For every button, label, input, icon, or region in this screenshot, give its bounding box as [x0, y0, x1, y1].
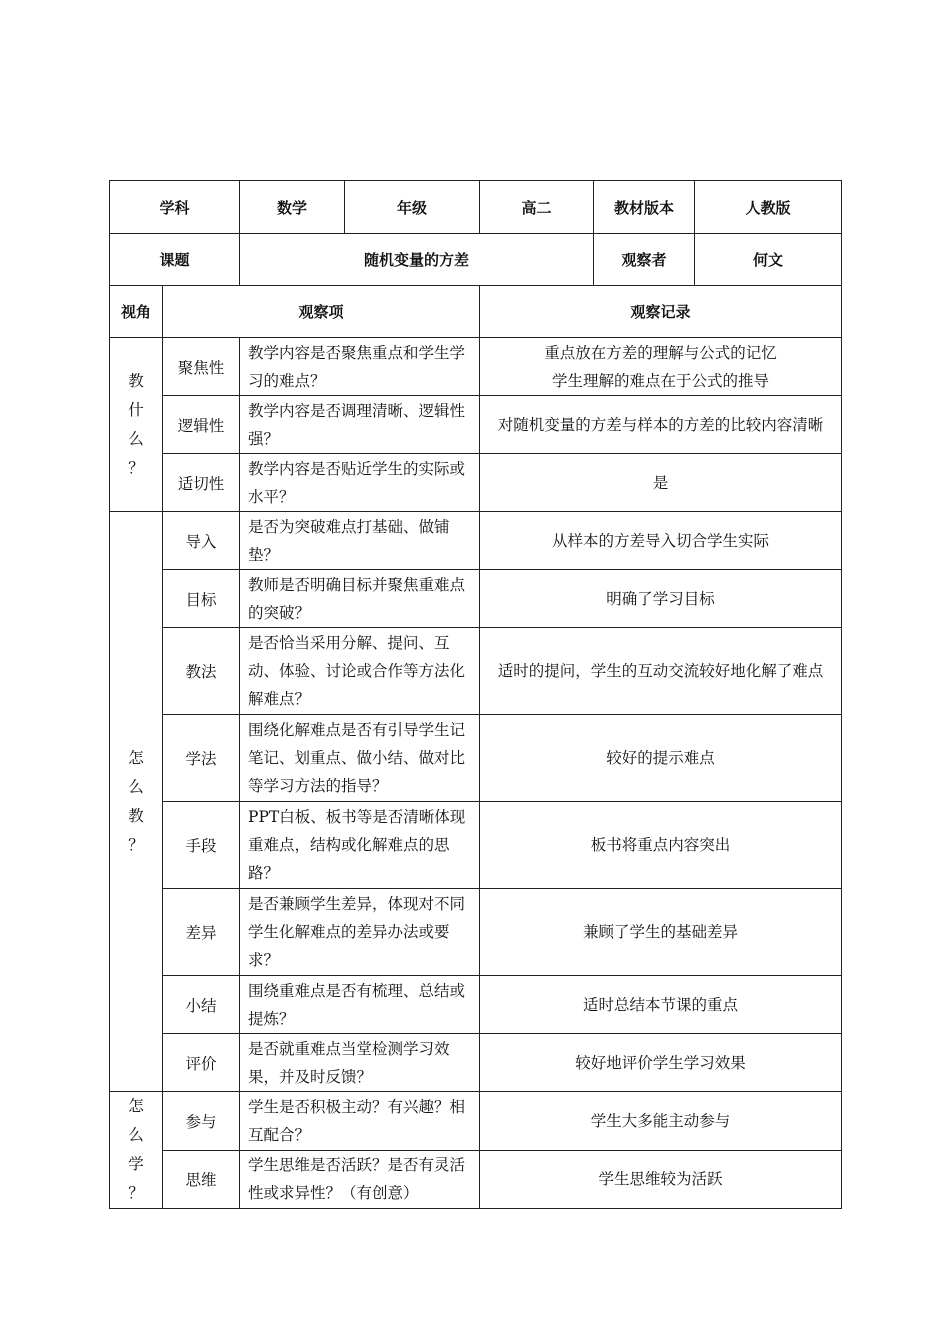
observation-item: PPT白板、板书等是否清晰体现重难点，结构或化解难点的思路？ — [240, 802, 480, 889]
table-row — [110, 570, 842, 628]
perspective-cell: 教 什 么 ？ — [110, 338, 163, 512]
observation-item: 围绕化解难点是否有引导学生记笔记、划重点、做小结、做对比等学习方法的指导？ — [240, 715, 480, 802]
observation-item: 教学内容是否贴近学生的实际或水平？ — [240, 454, 480, 512]
observation-item: 学生是否积极主动？有兴趣？相互配合？ — [240, 1092, 480, 1151]
subject-label: 学科 — [110, 181, 240, 234]
table-row — [110, 976, 842, 1034]
topic-label: 课题 — [110, 234, 240, 286]
observation-table — [109, 180, 842, 1209]
observation-record: 学生思维较为活跃 — [480, 1150, 842, 1209]
grade-label: 年级 — [345, 181, 480, 234]
observation-record: 重点放在方差的理解与公式的记忆 学生理解的难点在于公式的推导 — [480, 338, 842, 396]
observation-item: 是否恰当采用分解、提问、互动、体验、讨论或合作等方法化解难点？ — [240, 628, 480, 715]
observation-item: 学生思维是否活跃？是否有灵活性或求异性？（有创意） — [240, 1150, 480, 1209]
sub-aspect: 逻辑性 — [163, 396, 240, 454]
table-row — [110, 802, 842, 889]
observation-item: 是否就重难点当堂检测学习效果，并及时反馈？ — [240, 1034, 480, 1092]
sub-aspect: 教法 — [163, 628, 240, 715]
observation-record: 兼顾了学生的基础差异 — [480, 889, 842, 976]
observation-item: 教学内容是否聚焦重点和学生学习的难点？ — [240, 338, 480, 396]
observation-item: 围绕重难点是否有梳理、总结或提炼？ — [240, 976, 480, 1034]
table-row — [110, 454, 842, 512]
edition-value: 人教版 — [695, 181, 842, 234]
observer-label: 观察者 — [594, 234, 695, 286]
item-header: 观察项 — [163, 286, 480, 338]
sub-aspect: 思维 — [163, 1150, 240, 1209]
observation-item: 教师是否明确目标并聚焦重难点的突破？ — [240, 570, 480, 628]
sub-aspect: 适切性 — [163, 454, 240, 512]
table-row — [110, 1092, 842, 1151]
observation-record: 明确了学习目标 — [480, 570, 842, 628]
edition-label: 教材版本 — [594, 181, 695, 234]
sub-aspect: 目标 — [163, 570, 240, 628]
sub-aspect: 学法 — [163, 715, 240, 802]
sub-aspect: 差异 — [163, 889, 240, 976]
observation-record: 对随机变量的方差与样本的方差的比较内容清晰 — [480, 396, 842, 454]
table-row — [110, 1034, 842, 1092]
table-row — [110, 715, 842, 802]
sub-aspect: 手段 — [163, 802, 240, 889]
table-row — [110, 628, 842, 715]
column-header-row — [110, 286, 842, 338]
subject-value: 数学 — [240, 181, 345, 234]
observation-record: 学生大多能主动参与 — [480, 1092, 842, 1151]
table-row — [110, 889, 842, 976]
observation-record: 适时的提问，学生的互动交流较好地化解了难点 — [480, 628, 842, 715]
observation-item: 教学内容是否调理清晰、逻辑性强？ — [240, 396, 480, 454]
observation-record: 是 — [480, 454, 842, 512]
table-row — [110, 1150, 842, 1209]
grade-value: 高二 — [480, 181, 594, 234]
table-row — [110, 396, 842, 454]
observation-item: 是否兼顾学生差异，体现对不同学生化解难点的差异办法或要求？ — [240, 889, 480, 976]
header-row-1 — [110, 181, 842, 234]
sub-aspect: 聚焦性 — [163, 338, 240, 396]
observation-record: 从样本的方差导入切合学生实际 — [480, 512, 842, 570]
topic-value: 随机变量的方差 — [240, 234, 594, 286]
observer-value: 何文 — [695, 234, 842, 286]
table-row — [110, 338, 842, 396]
header-row-2 — [110, 234, 842, 286]
perspective-cell: 怎 么 教 ？ — [110, 512, 163, 1092]
sub-aspect: 评价 — [163, 1034, 240, 1092]
observation-record: 较好地评价学生学习效果 — [480, 1034, 842, 1092]
observation-record: 板书将重点内容突出 — [480, 802, 842, 889]
observation-item: 是否为突破难点打基础、做铺垫？ — [240, 512, 480, 570]
sub-aspect: 小结 — [163, 976, 240, 1034]
table-row — [110, 512, 842, 570]
observation-record: 适时总结本节课的重点 — [480, 976, 842, 1034]
perspective-cell: 怎 么 学 ？ — [110, 1092, 163, 1209]
observation-record: 较好的提示难点 — [480, 715, 842, 802]
perspective-header: 视角 — [110, 286, 163, 338]
sub-aspect: 导入 — [163, 512, 240, 570]
record-header: 观察记录 — [480, 286, 842, 338]
sub-aspect: 参与 — [163, 1092, 240, 1151]
